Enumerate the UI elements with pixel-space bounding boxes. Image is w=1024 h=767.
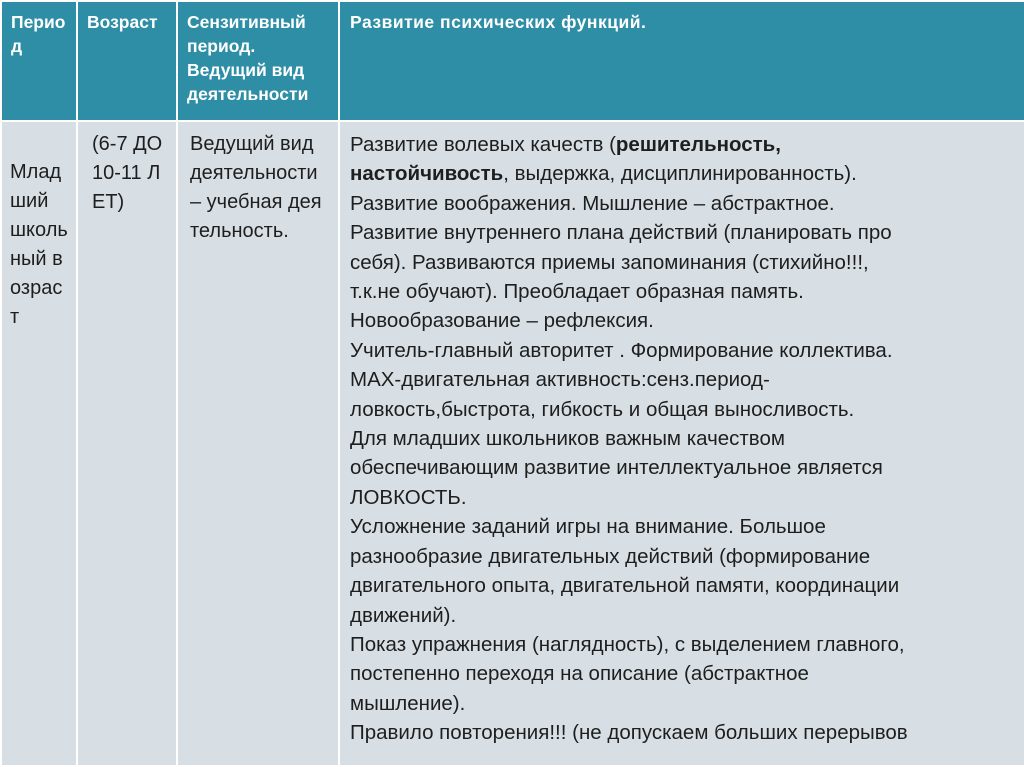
- header-development-text: Развитие психических функций.: [350, 12, 647, 32]
- header-development: [339, 1, 1024, 121]
- cell-period: [1, 121, 77, 766]
- cell-age: [77, 121, 177, 766]
- header-period-text: Период: [11, 12, 66, 56]
- header-age: [77, 1, 177, 121]
- content-line: движений).: [350, 603, 457, 627]
- header-sensitive: [177, 1, 339, 121]
- content-line: разнообразие двигательных действий (формирование: [350, 544, 871, 568]
- content-line: постепенно переходя на описание (абстрактное: [350, 662, 809, 686]
- content-line: обеспечивающим развитие интеллектуальное является: [350, 456, 883, 480]
- content-line: Правило повторения!!! (не допускаем больших перерывов: [350, 721, 908, 745]
- content-line-1-bold: решительность,: [615, 133, 781, 156]
- content-line: Показ упражнения (наглядность), с выделением главного,: [350, 632, 905, 656]
- content-line: мышление).: [350, 691, 466, 715]
- content-line: Усложнение заданий игры на внимание. Большое: [350, 515, 826, 539]
- content-line: т.к.не обучают). Преобладает образная память.: [350, 280, 804, 304]
- content-line-2-post: , выдержка, дисциплинированность).: [503, 162, 857, 186]
- content-line: Для младших школьников важным качеством: [350, 427, 785, 451]
- content-line-1-pre: Развитие волевых качеств (: [350, 133, 616, 156]
- content-line-2-bold: настойчивость: [350, 162, 504, 186]
- content-line: Развитие воображения. Мышление – абстрактное.: [350, 191, 835, 215]
- content-text-block: [340, 122, 1024, 748]
- table-header-row: [1, 1, 1024, 121]
- table-row: [1, 121, 1024, 766]
- content-line-1: [350, 130, 1010, 159]
- content-line: Учитель-главный авторитет . Формирование коллектива.: [350, 338, 893, 362]
- content-line: МАХ-двигательная активность:сенз.период-: [350, 368, 770, 392]
- cell-period-text: Младший школьный возраст: [10, 161, 68, 328]
- header-age-text: Возраст: [87, 12, 158, 32]
- content-line-2: [350, 159, 1010, 188]
- content-line: ЛОВКОСТЬ.: [350, 485, 467, 509]
- cell-activity-text: Ведущий вид деятельности – учебная деятельность.: [190, 133, 322, 242]
- cell-age-text: (6-7 ДО 10-11 ЛЕТ): [92, 133, 163, 213]
- content-line: себя). Развиваются приемы запоминания (стихийно!!!,: [350, 250, 869, 274]
- header-period: [1, 1, 77, 121]
- cell-content: [339, 121, 1024, 766]
- content-line: Развитие внутреннего плана действий (планировать про: [350, 221, 892, 245]
- cell-activity: [177, 121, 339, 766]
- content-line: ловкость,быстрота, гибкость и общая выносливость.: [350, 397, 855, 421]
- header-sensitive-text: Сензитивный период. Ведущий вид деятельности: [187, 12, 309, 104]
- content-line: Новообразование – рефлексия.: [350, 309, 654, 333]
- content-line: двигательного опыта, двигательной памяти, координации: [350, 574, 900, 598]
